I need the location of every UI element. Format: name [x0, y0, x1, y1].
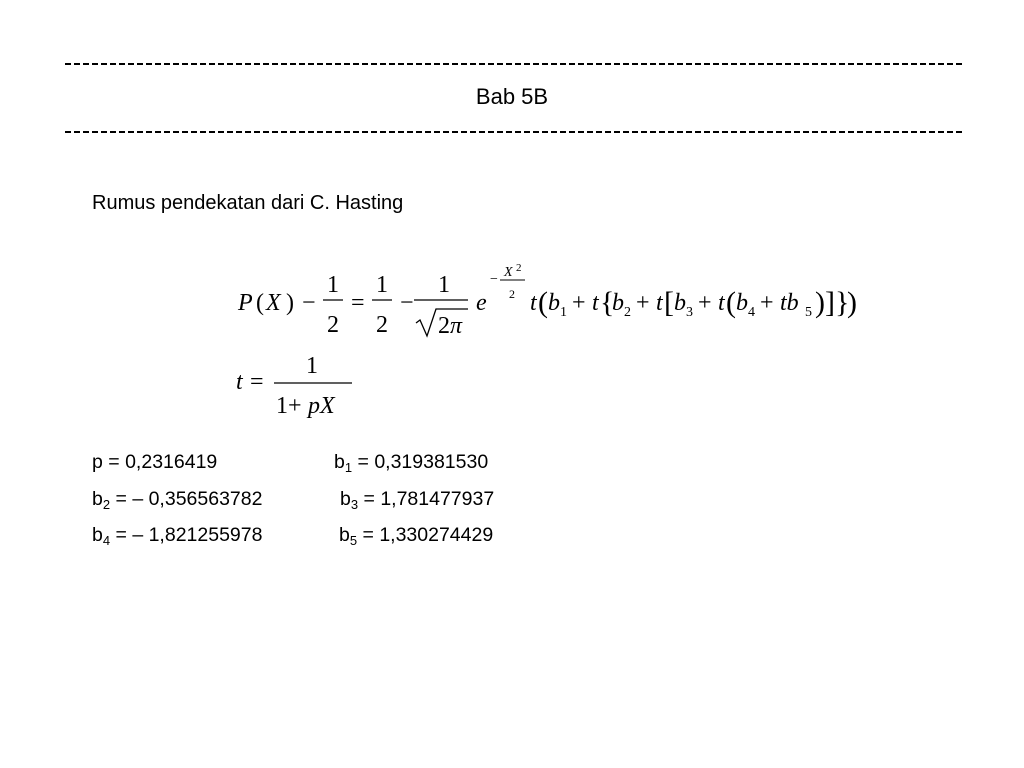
- param-subscript: 3: [350, 497, 359, 512]
- param-name: b: [340, 488, 351, 510]
- svg-text:=: =: [351, 290, 365, 316]
- svg-text:+: +: [760, 290, 774, 316]
- param-b2: [92, 487, 262, 511]
- svg-text:1: 1: [306, 353, 318, 379]
- param-b4: [92, 523, 262, 547]
- t-definition-formula: [230, 345, 370, 425]
- svg-text:2: 2: [509, 287, 515, 301]
- param-value: = – 0,356563782: [115, 488, 263, 510]
- svg-text:): ): [286, 290, 294, 316]
- svg-text:=: =: [250, 369, 264, 395]
- svg-text:b: b: [612, 290, 624, 316]
- svg-text:e: e: [476, 290, 487, 316]
- hastings-formula: [230, 258, 870, 346]
- param-value: = 0,319381530: [357, 451, 489, 473]
- top-dashed-separator: [65, 63, 963, 65]
- svg-text:+: +: [572, 290, 586, 316]
- param-value: = 1,330274429: [362, 524, 494, 546]
- svg-text:t: t: [718, 290, 725, 316]
- param-subscript: 2: [102, 497, 111, 512]
- param-p: [92, 450, 217, 474]
- svg-text:t: t: [530, 290, 537, 316]
- param-subscript: 4: [102, 533, 111, 548]
- svg-text:1: 1: [276, 393, 288, 419]
- svg-text:3: 3: [686, 305, 693, 320]
- svg-text:tb: tb: [780, 290, 799, 316]
- svg-text:(: (: [538, 286, 548, 319]
- slide-title: Bab 5B: [475, 84, 549, 109]
- svg-text:1: 1: [327, 272, 339, 298]
- param-b1: [334, 450, 488, 474]
- svg-text:+: +: [636, 290, 650, 316]
- param-subscript: 5: [349, 533, 358, 548]
- svg-text:1: 1: [376, 272, 388, 298]
- svg-text:{: {: [600, 286, 615, 319]
- svg-text:−: −: [400, 290, 414, 316]
- svg-text:5: 5: [805, 305, 812, 320]
- svg-text:2: 2: [327, 312, 339, 338]
- svg-text:}: }: [835, 286, 850, 319]
- param-name: p: [92, 451, 103, 473]
- svg-text:[: [: [664, 286, 674, 319]
- svg-text:−: −: [490, 272, 498, 287]
- svg-text:2: 2: [516, 262, 522, 274]
- svg-text:b: b: [548, 290, 560, 316]
- svg-text:X: X: [504, 265, 513, 280]
- param-name: b: [339, 524, 350, 546]
- bottom-dashed-separator: [65, 131, 963, 133]
- svg-text:(: (: [726, 286, 736, 319]
- param-value: = – 1,821255978: [115, 524, 263, 546]
- svg-text:2: 2: [376, 312, 388, 338]
- param-name: b: [92, 524, 103, 546]
- svg-text:4: 4: [748, 305, 755, 320]
- param-name: b: [92, 488, 103, 510]
- svg-text:+: +: [288, 393, 302, 419]
- svg-text:2: 2: [438, 313, 450, 339]
- svg-text:P: P: [238, 290, 253, 316]
- svg-text:): ): [815, 286, 825, 319]
- svg-text:2: 2: [624, 305, 631, 320]
- param-value: = 0,2316419: [108, 451, 218, 473]
- intro-text: Rumus pendekatan dari C. Hasting: [92, 192, 404, 214]
- param-subscript: 1: [344, 460, 353, 475]
- svg-text:t: t: [236, 369, 243, 395]
- svg-text:π: π: [450, 313, 463, 339]
- param-b3: [340, 487, 494, 511]
- svg-text:): ): [847, 286, 857, 319]
- svg-text:pX: pX: [308, 393, 335, 419]
- param-name: b: [334, 451, 345, 473]
- svg-text:t: t: [592, 290, 599, 316]
- param-b5: [339, 523, 493, 547]
- svg-text:1: 1: [560, 305, 567, 320]
- svg-text:b: b: [736, 290, 748, 316]
- param-value: = 1,781477937: [363, 488, 495, 510]
- svg-text:]: ]: [825, 286, 835, 319]
- svg-text:1: 1: [438, 272, 450, 298]
- svg-text:X: X: [266, 290, 281, 316]
- svg-text:(: (: [256, 290, 264, 316]
- svg-text:−: −: [302, 290, 316, 316]
- svg-text:t: t: [656, 290, 663, 316]
- svg-text:+: +: [698, 290, 712, 316]
- svg-text:b: b: [674, 290, 686, 316]
